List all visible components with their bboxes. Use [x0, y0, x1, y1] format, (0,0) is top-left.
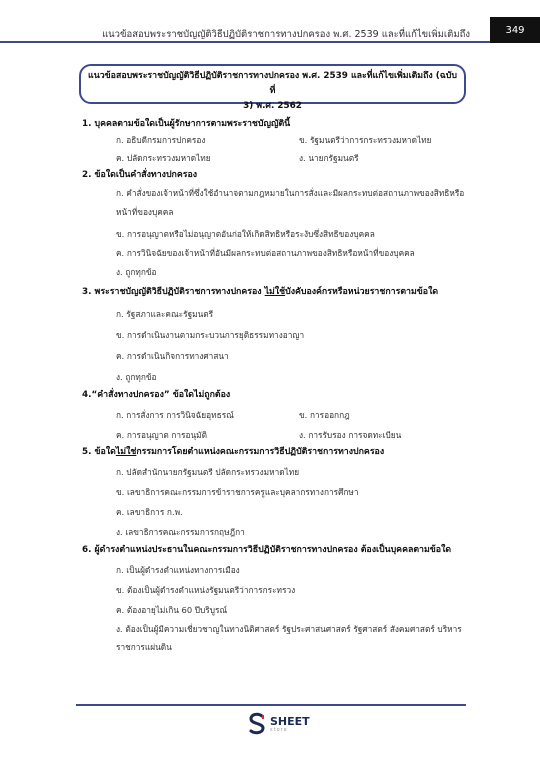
footer-divider — [76, 704, 466, 706]
document-title-line-1: แนวข้อสอบพระราชบัญญัติวิธีปฏิบัติราชการทางปกครอง พ.ศ. 2539 และที่แก้ไขเพิ่มเติมถึง (ฉบับที่ — [88, 71, 457, 96]
question-6 — [82, 543, 482, 656]
option-b: ข. เลขาธิการคณะกรรมการข้าราชการครูและบุคลากรทางการศึกษา — [116, 487, 359, 497]
option-d: ง. เลขาธิการคณะกรรมการกฤษฎีกา — [116, 527, 245, 537]
option-d: ง. ถูกทุกข้อ — [116, 372, 157, 382]
question-text: 6. ผู้ดำรงตำแหน่งประธานในคณะกรรมการวิธีปฏิบัติราชการทางปกครอง ต้องเป็นบุคคลตามข้อใด — [82, 545, 452, 555]
document-title-line-2: 3) พ.ศ. 2562 — [243, 101, 302, 111]
question-3 — [82, 283, 482, 384]
question-text: 3. พระราชบัญญัติวิธีปฏิบัติราชการทางปกครอง ไม่ใช้บังคับองค์กรหรือหน่วยราชการตามข้อใด — [82, 287, 439, 297]
option-c: ค. การวินิจฉัยของเจ้าหน้าที่อันมีผลกระทบต่อสถานภาพของสิทธิหรือหน้าที่ของบุคคล — [116, 248, 415, 258]
option-d: ง. ถูกทุกข้อ — [116, 267, 157, 277]
option-a: ก. เป็นผู้ดำรงตำแหน่งทางการเมือง — [116, 565, 240, 575]
question-2 — [82, 168, 482, 279]
option-a: ก. คำสั่งของเจ้าหน้าที่ซึ่งใช้อำนาจตามกฎหมายในการสั่งและมีผลกระทบต่อสถานภาพของสิทธิหรือหน้าที่ของบุคคล — [116, 188, 465, 217]
sheet-store-logo — [248, 713, 310, 735]
option-a: ก. ปลัดสำนักนายกรัฐมนตรี ปลัดกระทรวงมหาดไทย — [116, 467, 300, 477]
option-c: ค. ปลัดกระทรวงมหาดไทย — [116, 153, 211, 163]
logo-subtext: store — [270, 726, 288, 733]
option-a: ก. การสั่งการ การวินิจฉัยอุทธรณ์ — [116, 410, 234, 420]
question-5 — [82, 445, 482, 539]
option-d: ง. การรับรอง การจดทะเบียน — [299, 430, 402, 440]
option-b: ข. ต้องเป็นผู้ดำรงตำแหน่งรัฐมนตรีว่าการกระทรวง — [116, 585, 296, 595]
option-d: ง. นายกรัฐมนตรี — [299, 153, 359, 163]
document-title-box — [79, 64, 466, 111]
header-divider — [0, 41, 490, 43]
question-4 — [82, 388, 482, 442]
option-c: ค. เลขาธิการ ก.พ. — [116, 507, 183, 517]
option-d: ง. ต้องเป็นผู้มีความเชี่ยวชาญในทางนิติศาสตร์ รัฐประศาสนศาสตร์ รัฐศาสตร์ สังคมศาสตร์ บริหารราชการแผ่นดิน — [116, 624, 462, 652]
question-text: 1. บุคคลตามข้อใดเป็นผู้รักษาการตามพระราชบัญญัตินี้ — [82, 119, 291, 129]
question-text: 2. ข้อใดเป็นคำสั่งทางปกครอง — [82, 170, 198, 180]
option-c: ค. การดำเนินกิจการทางศาสนา — [116, 351, 229, 361]
logo-text: SHEET — [270, 714, 310, 728]
page-header — [0, 0, 540, 42]
question-1 — [82, 117, 482, 165]
option-b: ข. การอนุญาตหรือไม่อนุญาตอันก่อให้เกิดสิทธิหรือระงับซึ่งสิทธิของบุคคล — [116, 229, 375, 239]
option-a: ก. รัฐสภาและคณะรัฐมนตรี — [116, 309, 214, 319]
option-c: ค. ต้องอายุไม่เกิน 60 ปีบริบูรณ์ — [116, 605, 228, 615]
logo-s-icon — [248, 713, 266, 735]
question-list — [82, 117, 482, 656]
question-text: 4.“คำสั่งทางปกครอง” ข้อใดไม่ถูกต้อง — [82, 390, 231, 400]
page-number: 349 — [490, 17, 540, 43]
option-b: ข. การดำเนินงานตามกระบวนการยุติธรรมทางอาญา — [116, 330, 305, 340]
option-c: ค. การอนุญาต การอนุมัติ — [116, 430, 208, 440]
question-text: 5. ข้อใดไม่ใช่กรรมการโดยตำแหน่งคณะกรรมการวิธีปฏิบัติราชการทางปกครอง — [82, 447, 385, 457]
option-b: ข. รัฐมนตรีว่าการกระทรวงมหาดไทย — [299, 135, 432, 145]
option-b: ข. การออกกฎ — [299, 410, 350, 420]
header-title: แนวข้อสอบพระราชบัญญัติวิธีปฏิบัติราชการทางปกครอง พ.ศ. 2539 และที่แก้ไขเพิ่มเติมถึง — [102, 29, 470, 40]
option-a: ก. อธิบดีกรมการปกครอง — [116, 135, 206, 145]
